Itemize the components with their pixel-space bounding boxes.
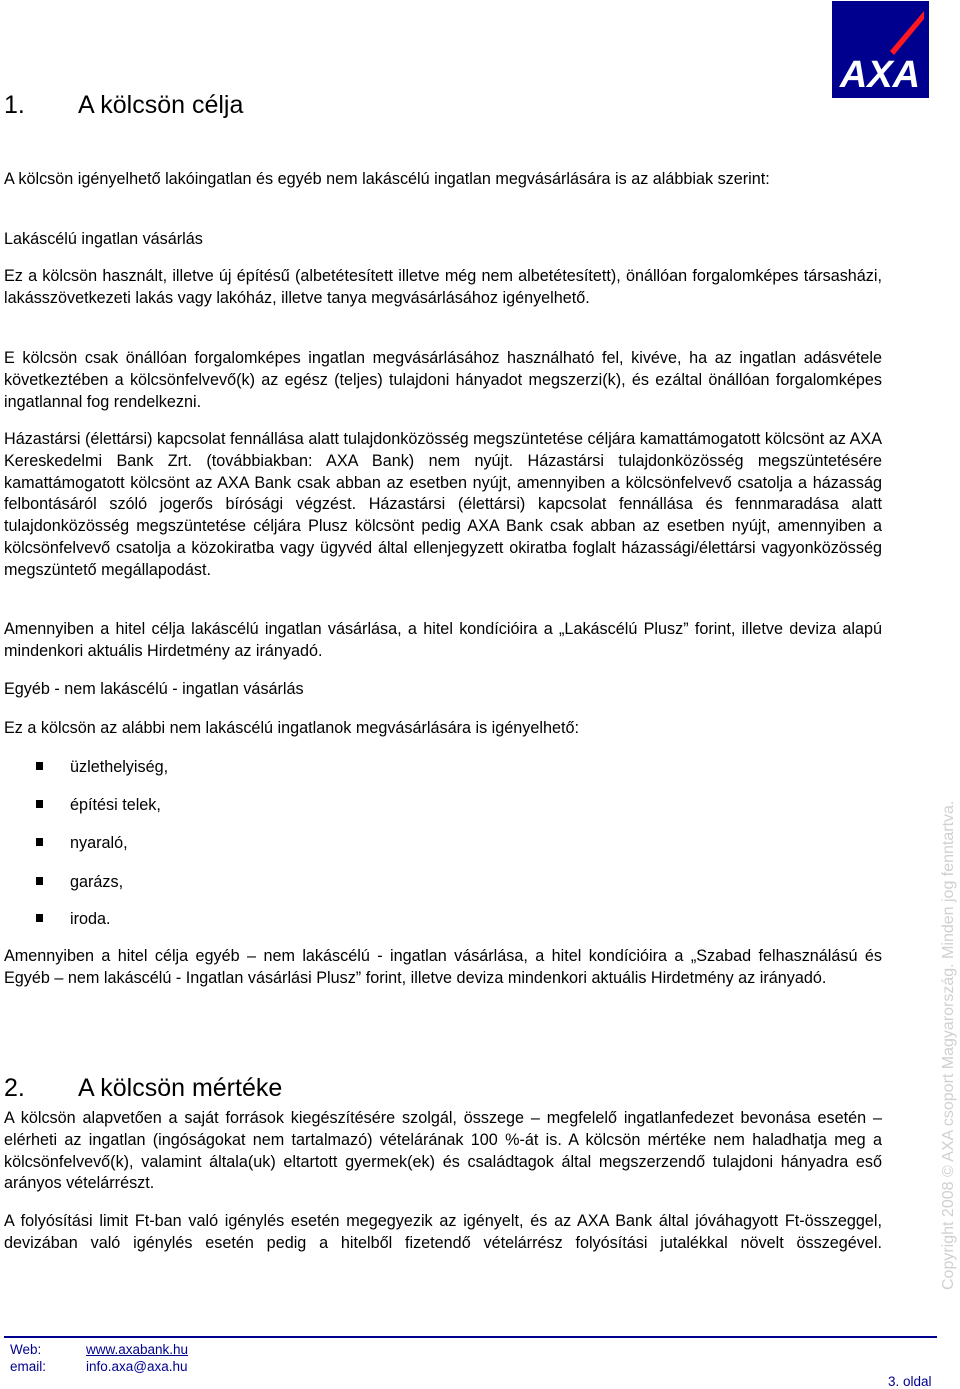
paragraph-marketable-property: E kölcsön csak önállóan forgalomképes ingatlan megvásárlásához használható fel, kivéve, ha az ingatlan adásvétele következtében a kölcsönfelvevő(k) az egész (teljes) tulajdoni hányadot megszerzi(k), és ezáltal önállóan forgalomképes ingatlannal fog rendelkezni. xyxy=(4,349,882,411)
section-1-number: 1. xyxy=(4,91,25,119)
axa-logo-mark xyxy=(832,1,929,98)
footer-web-label: Web: xyxy=(10,1342,42,1357)
footer-email-label: email: xyxy=(10,1359,47,1374)
bullet-square-icon xyxy=(36,838,43,846)
section-1-heading xyxy=(4,90,243,120)
section-2-heading xyxy=(4,1073,282,1103)
bullet-square-icon xyxy=(36,762,43,770)
copyright-watermark: Copyright 2008 © AXA csoport Magyarország. Minden jog fenntartva. xyxy=(940,800,957,1290)
paragraph-joint-ownership: Házastársi (élettársi) kapcsolat fennállása alatt tulajdonközösség megszüntetése céljára kamattámogatott kölcsönt az AXA Kereskedelmi Bank Zrt. (továbbiakban: AXA Bank) nem nyújt. Házastársi tulajdonközösség megszüntetésére kamattámogatott kölcsönt az AXA Bank csak abban az esetben nyújt, amennyiben a kölcsönfelvevő csatolja a házasság felbontásáról szóló jogerős bírósági végzést. Házastársi (élettársi) kapcsolat fennállása és fennmaradása alatt tulajdonközösség megszüntetése céljára Plusz kölcsönt pedig AXA Bank csak abban az esetben nyújt, amennyiben a kölcsönfelvevő csatolja a közokiratba vagy ügyvéd által ellenjegyzett okiratba foglalt házassági/élettársi vagyonközösség megszüntető megállapodást. xyxy=(4,430,882,579)
footer-web xyxy=(10,1342,188,1357)
paragraph-disbursement-limit: A folyósítási limit Ft-ban való igénylés esetén megegyezik az igényelt, és az AXA Bank által jóváhagyott Ft-összeggel, devizában való igénylés esetén pedig a hitelből fizetendő vételárrész folyósítási jutalékkal növelt összegével. xyxy=(4,1212,882,1252)
paragraph-loan-amount: A kölcsön alapvetően a saját források kiegészítésére szolgál, összege – megfelelő ingatlanfedezet bevonása esetén – elérheti az ingatlan (ingóságokat nem tartalmazó) vételárának 100 %-át is. A kölcsön mértéke nem haladhatja meg a kölcsönfelvevő(k), valamint általa(uk) eltartott gyermek(ek) és családtagok által megszerzendő tulajdoni hányadra eső arányos vételárrészt. xyxy=(4,1109,882,1193)
bullet-square-icon xyxy=(36,800,43,808)
footer-email-value: info.axa@axa.hu xyxy=(86,1359,188,1374)
footer-divider xyxy=(4,1336,937,1338)
section-1-intro: A kölcsön igényelhető lakóingatlan és egyéb nem lakáscélú ingatlan megvásárlására is az alábbiak szerint: xyxy=(4,170,770,188)
section-2-number: 2. xyxy=(4,1074,25,1102)
page-number: 3. oldal xyxy=(888,1374,932,1389)
bullet-square-icon xyxy=(36,877,43,885)
subheading-non-residential: Egyéb - nem lakáscélú - ingatlan vásárlás xyxy=(4,680,304,698)
paragraph-non-residential-intro: Ez a kölcsön az alábbi nem lakáscélú ingatlanok megvásárlására is igényelhető: xyxy=(4,719,579,737)
paragraph-residential-conditions: Amennyiben a hitel célja lakáscélú ingatlan vásárlása, a hitel kondícióira a „Lakáscélú Plusz” forint, illetve deviza alapú mindenkori aktuális Hirdetmény az irányadó. xyxy=(4,620,882,660)
section-1-title: A kölcsön célja xyxy=(78,91,244,119)
paragraph-non-residential-conditions: Amennyiben a hitel célja egyéb – nem lakáscélú - ingatlan vásárlása, a hitel kondícióira a „Szabad felhasználású és Egyéb – nem lakáscélú - Ingatlan vásárlási Plusz” forint, illetve deviza mindenkori aktuális Hirdetmény az irányadó. xyxy=(4,947,882,987)
subheading-residential: Lakáscélú ingatlan vásárlás xyxy=(4,230,203,248)
footer-web-link[interactable]: www.axabank.hu xyxy=(86,1342,189,1357)
section-2-title: A kölcsön mértéke xyxy=(78,1074,283,1102)
paragraph-residential-eligibility: Ez a kölcsön használt, illetve új építésű (albetétesített illetve még nem albetétesített), önállóan forgalomképes társasházi, lakásszövetkezeti lakás vagy lakóház, illetve tanya megvásárlásához igényelhető. xyxy=(4,267,882,307)
axa-logo xyxy=(832,1,929,98)
svg-text:AXA: AXA xyxy=(839,54,921,96)
footer-email xyxy=(10,1359,188,1374)
bullet-square-icon xyxy=(36,914,43,922)
